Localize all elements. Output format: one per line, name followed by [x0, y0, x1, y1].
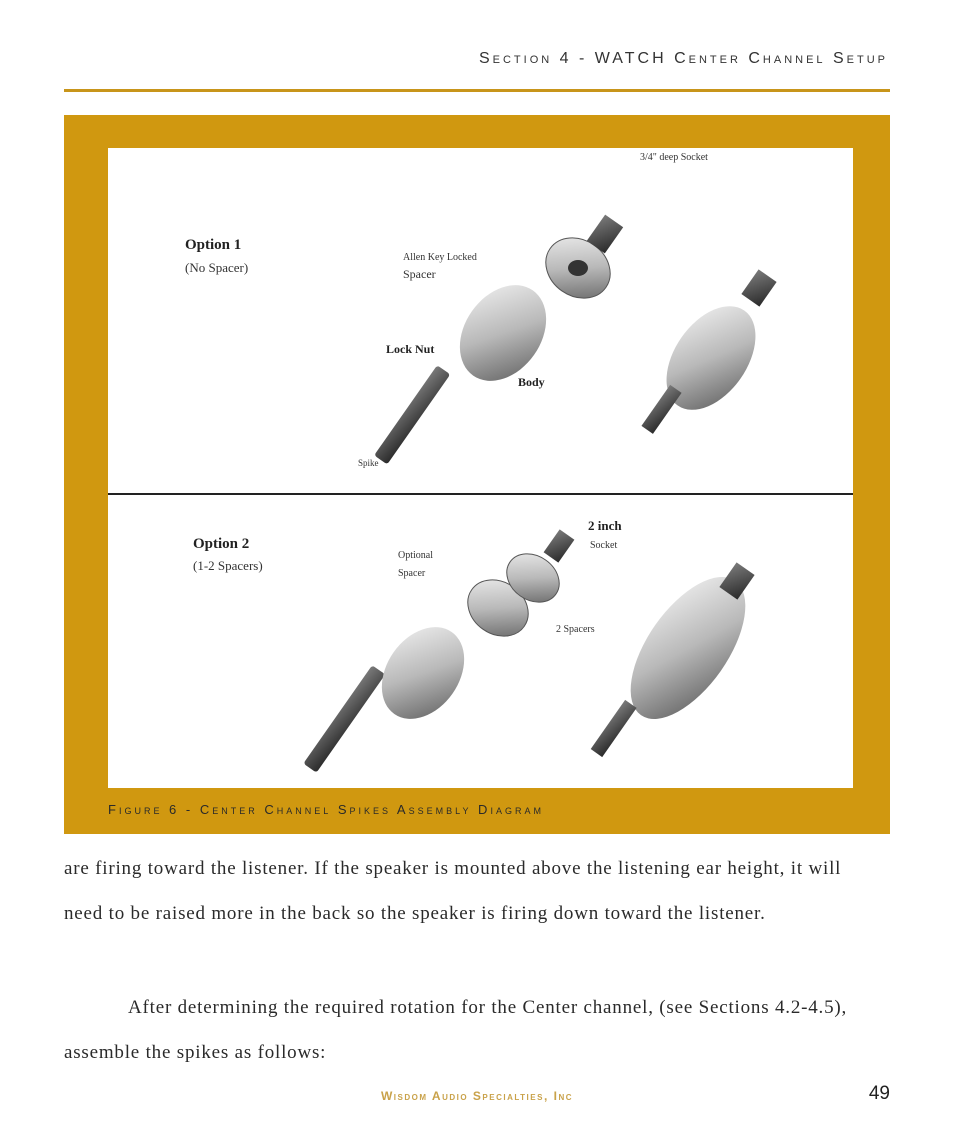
- option2-inch-label: 2 inch: [588, 518, 622, 533]
- body-paragraph-2: After determining the required rotation for the Center channel, (see Sections 4.2-4.5), assemble the spikes as follows:: [64, 997, 848, 1063]
- figure-diagram: [108, 148, 853, 788]
- page-number: 49: [868, 1083, 890, 1104]
- option1-spike-label: Spike: [358, 458, 379, 468]
- option1-socket-label: 3/4" deep Socket: [640, 152, 708, 163]
- section-header: Section 4 - WATCH Center Channel Setup: [478, 50, 888, 67]
- option1-title: Option 1: [185, 237, 242, 253]
- option2-assembled-spike: [591, 558, 768, 757]
- body-paragraph-1: are firing toward the listener. If the speaker is mounted above the listening ear height, it will need to be raised more in the back so the speaker is firing down toward the listener.: [64, 858, 842, 924]
- figure-panel: [64, 115, 890, 834]
- header-rule: [64, 89, 890, 92]
- option1-assembled-spike: [641, 269, 776, 433]
- figure-caption: Figure 6 - Center Channel Spikes Assembly Diagram: [108, 802, 544, 817]
- option2-spacer-label: Spacer: [398, 568, 426, 579]
- option2-title: Option 2: [193, 536, 250, 552]
- footer-brand: Wisdom Audio Specialties, Inc: [380, 1089, 574, 1103]
- option1-locknut-label: Lock Nut: [386, 342, 435, 356]
- option1-body-label: Body: [518, 375, 545, 389]
- option1-spacer-label: Spacer: [403, 267, 436, 281]
- option2-subtitle: (1-2 Spacers): [193, 558, 263, 573]
- option1-allen-label: Allen Key Locked: [403, 252, 477, 263]
- option2-socket-label: Socket: [590, 540, 618, 551]
- option2-exploded-assembly: [303, 529, 574, 772]
- option1-subtitle: (No Spacer): [185, 260, 249, 275]
- option2-spacers-label: 2 Spacers: [556, 624, 595, 635]
- option2-optional-label: Optional: [398, 550, 433, 561]
